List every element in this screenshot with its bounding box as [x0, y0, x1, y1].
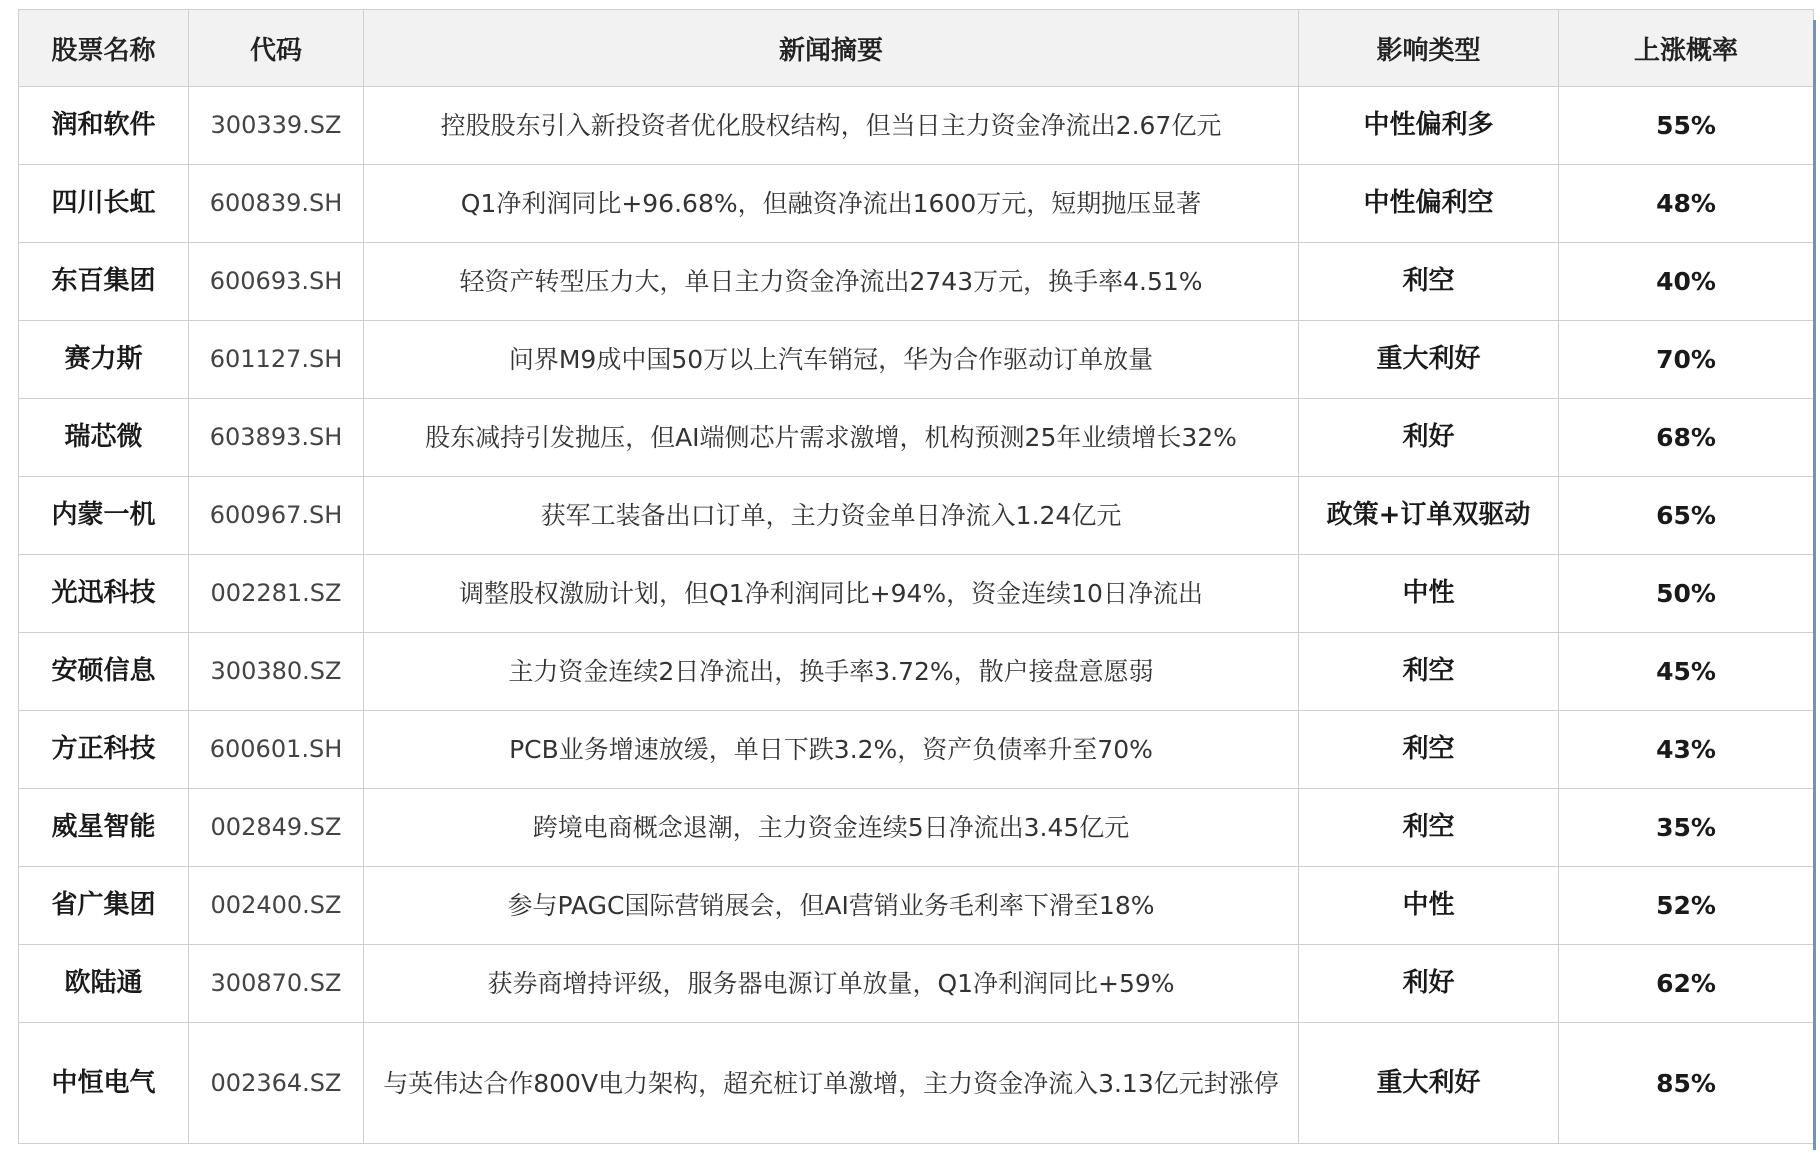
news-summary-cell: 股东减持引发抛压，但AI端侧芯片需求激增，机构预测25年业绩增长32% [364, 399, 1299, 477]
news-summary-cell: 参与PAGC国际营销展会，但AI营销业务毛利率下滑至18% [364, 867, 1299, 945]
impact-type-cell: 重大利好 [1299, 1023, 1559, 1144]
header-impact-type[interactable]: 影响类型 [1299, 10, 1559, 87]
stock-code-cell: 002849.SZ [189, 789, 364, 867]
impact-type-cell: 利好 [1299, 399, 1559, 477]
table-row [19, 399, 1814, 477]
stock-name-cell: 内蒙一机 [19, 477, 189, 555]
stock-name-cell: 光迅科技 [19, 555, 189, 633]
stock-code-cell: 601127.SH [189, 321, 364, 399]
rise-probability-cell: 43% [1559, 711, 1814, 789]
table-row [19, 633, 1814, 711]
rise-probability-cell: 85% [1559, 1023, 1814, 1144]
table-row [19, 867, 1814, 945]
rise-probability-cell: 62% [1559, 945, 1814, 1023]
stock-news-table-container [18, 9, 1813, 1144]
news-summary-cell: Q1净利润同比+96.68%，但融资净流出1600万元，短期抛压显著 [364, 165, 1299, 243]
rise-probability-cell: 55% [1559, 87, 1814, 165]
impact-type-cell: 政策+订单双驱动 [1299, 477, 1559, 555]
rise-probability-cell: 50% [1559, 555, 1814, 633]
rise-probability-cell: 70% [1559, 321, 1814, 399]
table-body [19, 87, 1814, 1144]
header-rise-probability[interactable]: 上涨概率 [1559, 10, 1814, 87]
news-summary-cell: 控股股东引入新投资者优化股权结构，但当日主力资金净流出2.67亿元 [364, 87, 1299, 165]
stock-code-cell: 002364.SZ [189, 1023, 364, 1144]
news-summary-cell: 获军工装备出口订单，主力资金单日净流入1.24亿元 [364, 477, 1299, 555]
table-row [19, 555, 1814, 633]
stock-name-cell: 瑞芯微 [19, 399, 189, 477]
rise-probability-cell: 40% [1559, 243, 1814, 321]
news-summary-cell: 与英伟达合作800V电力架构，超充桩订单激增，主力资金净流入3.13亿元封涨停 [364, 1023, 1299, 1144]
impact-type-cell: 中性 [1299, 867, 1559, 945]
stock-name-cell: 威星智能 [19, 789, 189, 867]
impact-type-cell: 利空 [1299, 789, 1559, 867]
header-row [19, 10, 1814, 87]
rise-probability-cell: 65% [1559, 477, 1814, 555]
stock-name-cell: 赛力斯 [19, 321, 189, 399]
stock-name-cell: 省广集团 [19, 867, 189, 945]
table-row [19, 711, 1814, 789]
impact-type-cell: 中性偏利多 [1299, 87, 1559, 165]
table-header [19, 10, 1814, 87]
impact-type-cell: 重大利好 [1299, 321, 1559, 399]
impact-type-cell: 利空 [1299, 243, 1559, 321]
header-stock-name[interactable]: 股票名称 [19, 10, 189, 87]
scrollbar-edge[interactable] [1813, 20, 1816, 1150]
stock-name-cell: 四川长虹 [19, 165, 189, 243]
stock-code-cell: 002281.SZ [189, 555, 364, 633]
table-row [19, 87, 1814, 165]
news-summary-cell: 获券商增持评级，服务器电源订单放量，Q1净利润同比+59% [364, 945, 1299, 1023]
impact-type-cell: 中性 [1299, 555, 1559, 633]
rise-probability-cell: 35% [1559, 789, 1814, 867]
stock-name-cell: 润和软件 [19, 87, 189, 165]
header-stock-code[interactable]: 代码 [189, 10, 364, 87]
table-row [19, 165, 1814, 243]
stock-code-cell: 300380.SZ [189, 633, 364, 711]
table-row [19, 1023, 1814, 1144]
news-summary-cell: 问界M9成中国50万以上汽车销冠，华为合作驱动订单放量 [364, 321, 1299, 399]
table-row [19, 477, 1814, 555]
rise-probability-cell: 48% [1559, 165, 1814, 243]
stock-code-cell: 603893.SH [189, 399, 364, 477]
rise-probability-cell: 45% [1559, 633, 1814, 711]
impact-type-cell: 利好 [1299, 945, 1559, 1023]
stock-name-cell: 东百集团 [19, 243, 189, 321]
news-summary-cell: PCB业务增速放缓，单日下跌3.2%，资产负债率升至70% [364, 711, 1299, 789]
rise-probability-cell: 68% [1559, 399, 1814, 477]
stock-code-cell: 002400.SZ [189, 867, 364, 945]
impact-type-cell: 中性偏利空 [1299, 165, 1559, 243]
news-summary-cell: 主力资金连续2日净流出，换手率3.72%，散户接盘意愿弱 [364, 633, 1299, 711]
stock-name-cell: 欧陆通 [19, 945, 189, 1023]
stock-code-cell: 300870.SZ [189, 945, 364, 1023]
stock-news-table [18, 9, 1814, 1144]
news-summary-cell: 轻资产转型压力大，单日主力资金净流出2743万元，换手率4.51% [364, 243, 1299, 321]
stock-code-cell: 300339.SZ [189, 87, 364, 165]
rise-probability-cell: 52% [1559, 867, 1814, 945]
stock-code-cell: 600601.SH [189, 711, 364, 789]
stock-code-cell: 600693.SH [189, 243, 364, 321]
stock-code-cell: 600967.SH [189, 477, 364, 555]
news-summary-cell: 跨境电商概念退潮，主力资金连续5日净流出3.45亿元 [364, 789, 1299, 867]
stock-name-cell: 安硕信息 [19, 633, 189, 711]
table-row [19, 945, 1814, 1023]
table-row [19, 789, 1814, 867]
impact-type-cell: 利空 [1299, 711, 1559, 789]
impact-type-cell: 利空 [1299, 633, 1559, 711]
stock-name-cell: 方正科技 [19, 711, 189, 789]
table-row [19, 321, 1814, 399]
news-summary-cell: 调整股权激励计划，但Q1净利润同比+94%，资金连续10日净流出 [364, 555, 1299, 633]
stock-code-cell: 600839.SH [189, 165, 364, 243]
stock-name-cell: 中恒电气 [19, 1023, 189, 1144]
header-news-summary[interactable]: 新闻摘要 [364, 10, 1299, 87]
table-row [19, 243, 1814, 321]
